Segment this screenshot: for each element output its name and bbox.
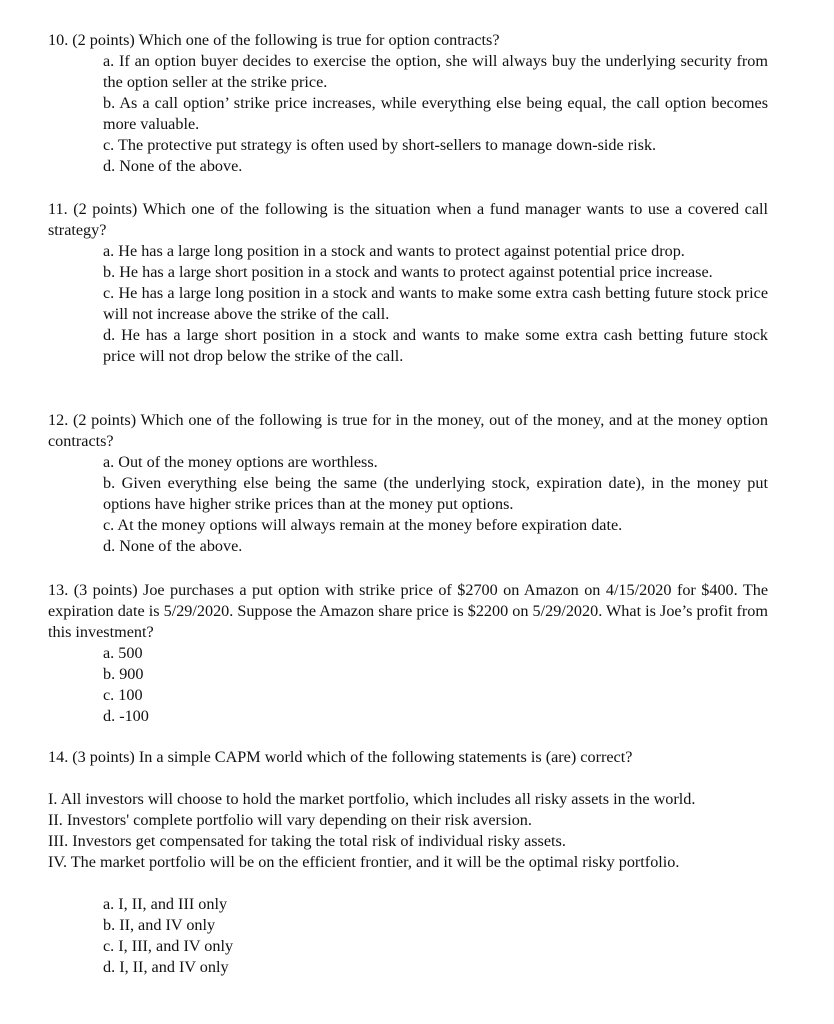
- question-14-options: [103, 894, 768, 978]
- question-14: [48, 747, 768, 978]
- option-b: b. 900: [103, 665, 144, 683]
- option-c: c. At the money options will always remain at the money before expiration date.: [103, 516, 623, 534]
- option-d: d. -100: [103, 707, 149, 725]
- option-a: a. He has a large long position in a stock and wants to protect against potential price drop.: [103, 242, 685, 260]
- option-c: c. The protective put strategy is often used by short-sellers to manage down-side risk.: [103, 136, 657, 154]
- statement-iii: III. Investors get compensated for taking the total risk of individual risky assets.: [48, 832, 566, 850]
- statement-ii: II. Investors' complete portfolio will vary depending on their risk aversion.: [48, 811, 532, 829]
- question-12-stem: [48, 410, 768, 452]
- option-c: c. I, III, and IV only: [103, 937, 234, 955]
- option-d: d. He has a large short position in a stock and wants to make some extra cash betting future stock price will not drop below the strike of the call.: [103, 326, 768, 365]
- question-number: 14.: [48, 748, 69, 766]
- question-number: 13.: [48, 581, 69, 599]
- statement-iv: IV. The market portfolio will be on the efficient frontier, and it will be the optimal risky portfolio.: [48, 853, 680, 871]
- question-13: [48, 580, 768, 727]
- question-14-statements: [48, 789, 768, 873]
- statement-i: I. All investors will choose to hold the market portfolio, which includes all risky assets in the world.: [48, 790, 696, 808]
- question-10: [48, 30, 768, 177]
- option-a: a. If an option buyer decides to exercise the option, she will always buy the underlying security from the option seller at the strike price.: [103, 52, 768, 91]
- question-13-stem: [48, 580, 768, 643]
- question-text: (3 points) In a simple CAPM world which of the following statements is (are) correct?: [72, 748, 633, 766]
- option-c: c. 100: [103, 686, 143, 704]
- option-b: b. He has a large short position in a stock and wants to protect against potential price increase.: [103, 263, 713, 281]
- question-12-options: [103, 452, 768, 557]
- question-number: 11.: [48, 200, 68, 218]
- option-d: d. None of the above.: [103, 157, 243, 175]
- question-13-options: [103, 643, 768, 727]
- option-b: b. As a call option’ strike price increases, while everything else being equal, the call option becomes more valuable.: [103, 94, 768, 133]
- question-11-stem: [48, 199, 768, 241]
- question-14-stem: [48, 747, 768, 768]
- option-a: a. I, II, and III only: [103, 895, 228, 913]
- option-d: d. I, II, and IV only: [103, 958, 229, 976]
- question-number: 10.: [48, 31, 69, 49]
- question-number: 12.: [48, 411, 69, 429]
- question-text: (2 points) Which one of the following is true for option contracts?: [72, 31, 500, 49]
- option-c: c. He has a large long position in a stock and wants to make some extra cash betting future stock price will not increase above the strike of the call.: [103, 284, 768, 323]
- option-d: d. None of the above.: [103, 537, 243, 555]
- question-11-options: [103, 241, 768, 367]
- question-text: (2 points) Which one of the following is the situation when a fund manager wants to use a covered call strategy?: [48, 200, 768, 239]
- option-a: a. Out of the money options are worthless.: [103, 453, 378, 471]
- question-10-options: [103, 51, 768, 177]
- question-text: (2 points) Which one of the following is true for in the money, out of the money, and at the money option contracts?: [48, 411, 768, 450]
- question-text: (3 points) Joe purchases a put option with strike price of $2700 on Amazon on 4/15/2020 for $400. The expiration date is 5/29/2020. Suppose the Amazon share price is $2200 on 5/29/2020. What is Joe’s profit from this investment?: [48, 581, 769, 641]
- question-10-stem: [48, 30, 768, 51]
- option-b: b. Given everything else being the same (the underlying stock, expiration date), in the money put options have higher strike prices than at the money put options.: [103, 474, 768, 513]
- option-b: b. II, and IV only: [103, 916, 216, 934]
- question-11: [48, 199, 768, 367]
- question-12: [48, 410, 768, 557]
- option-a: a. 500: [103, 644, 143, 662]
